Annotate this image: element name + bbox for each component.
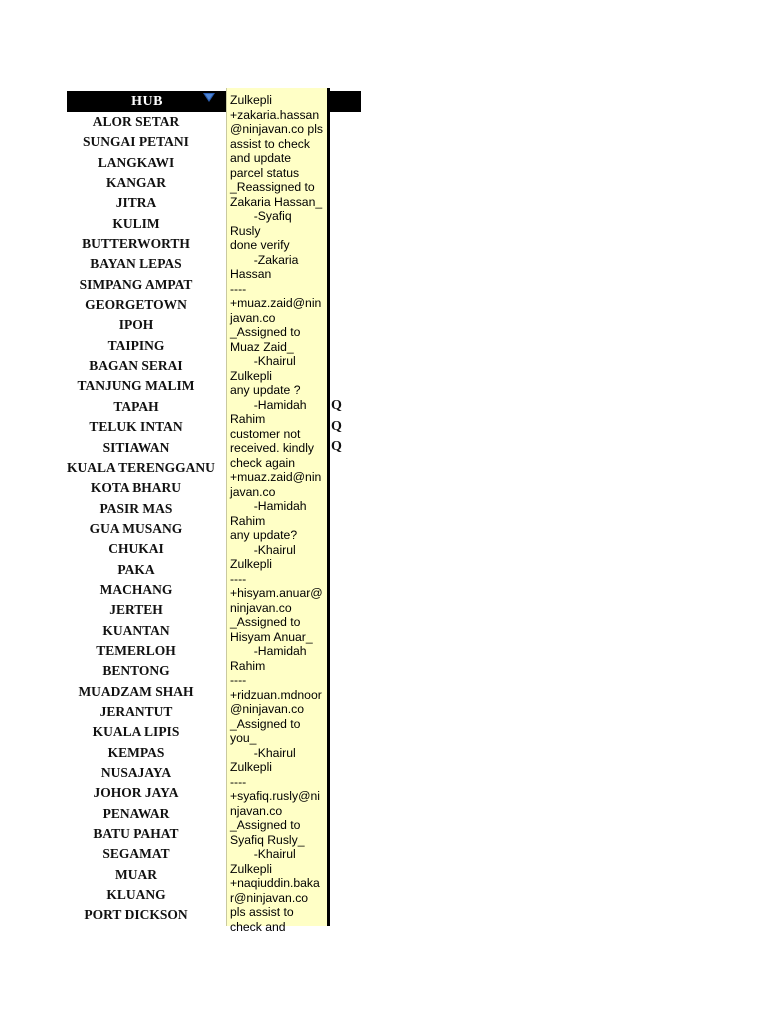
hub-cell[interactable]: KLUANG [106,887,166,903]
hub-cell[interactable]: KOTA BHARU [90,480,182,496]
hub-cell[interactable]: GUA MUSANG [89,520,183,536]
comment-line: +zakaria.hassan [230,107,320,122]
comment-line: -Syafiq [230,209,292,223]
comment-line: r@ninjavan.co [230,890,309,905]
hub-cell[interactable]: TAPAH [113,398,159,414]
hub-cell[interactable]: JERANTUT [99,703,173,719]
comment-line: ninjavan.co [230,600,292,615]
comment-line: _Assigned to [230,325,301,339]
hub-cell[interactable]: SEGAMAT [102,846,170,862]
comment-line: Zulkepli [230,557,272,571]
comment-line: @ninjavan.co pls [230,122,323,136]
comment-line: done verify [230,238,290,252]
comment-line: +syafiq.rusly@ni [230,789,320,803]
comment-line: _Assigned to [230,818,301,832]
hub-cell[interactable]: KUALA TERENGGANU [67,459,215,475]
comment-line: -Hamidah [230,397,307,412]
comment-line: assist to check [230,136,310,151]
comment-line: check and [230,919,286,934]
comment-line: +hisyam.anuar@ [230,586,323,600]
hub-cell[interactable]: PENAWAR [102,805,170,821]
hub-cell[interactable]: KUANTAN [102,622,170,638]
hub-cell[interactable]: JOHOR JAYA [93,785,179,801]
filter-dropdown-icon[interactable] [202,92,216,104]
comment-line: Rusly [230,223,261,238]
comment-line: _Reassigned to [230,180,315,194]
hub-cell[interactable]: PASIR MAS [99,500,173,516]
hub-column-header[interactable]: HUB [67,91,227,112]
hub-cell[interactable]: BAGAN SERAI [89,358,183,374]
hub-cell[interactable]: KANGAR [106,175,166,191]
cell-comment-box[interactable] [226,88,328,934]
comment-line: @ninjavan.co [230,702,305,716]
comment-line: njavan.co [230,803,283,818]
hub-cell[interactable]: IPOH [118,317,154,333]
comment-line: -Khairul [230,847,296,861]
comment-line: +muaz.zaid@nin [230,470,322,484]
hub-cell[interactable]: NUSAJAYA [100,765,172,780]
hub-cell[interactable]: TANJUNG MALIM [77,378,195,394]
comment-line: -Khairul [230,745,296,760]
comment-line: +muaz.zaid@nin [230,296,322,310]
comment-line: pls assist to [230,905,294,919]
hub-cell[interactable]: LANGKAWI [97,154,175,170]
hub-cell[interactable]: KULIM [112,215,160,231]
hub-cell[interactable]: PORT DICKSON [84,907,188,923]
comment-line: Rahim [230,412,266,426]
comment-line: Zulkepli [230,93,272,107]
hub-cell[interactable]: SUNGAI PETANI [83,134,189,150]
hub-cell[interactable]: PAKA [117,561,155,577]
comment-line: -Zakaria [230,252,299,267]
hub-cell[interactable]: MACHANG [99,581,173,597]
comment-line: ---- [230,673,247,687]
hub-cell[interactable]: MUAR [115,866,157,882]
comment-line: received. kindly [230,441,314,455]
hub-cell[interactable]: TAIPING [107,337,165,353]
hub-cell[interactable]: BAYAN LEPAS [90,256,182,272]
comment-line: Syafiq Rusly_ [230,832,305,847]
comment-text [230,93,323,934]
hub-cell[interactable]: SITIAWAN [102,439,170,455]
hub-cell[interactable]: KEMPAS [107,744,165,760]
comment-line: and update [230,151,291,165]
hub-list [67,112,215,926]
hub-cell[interactable]: MUADZAM SHAH [78,683,194,699]
hub-cell[interactable]: TEMERLOH [96,642,176,658]
comment-line: +naqiuddin.baka [230,876,320,890]
hub-cell[interactable]: ALOR SETAR [92,114,180,129]
hub-cell[interactable]: CHUKAI [108,541,164,557]
comment-line: +ridzuan.mdnoor [230,687,322,702]
comment-line: any update ? [230,383,301,397]
comment-line: Zulkepli [230,368,272,383]
comment-line: -Khairul [230,542,296,557]
comment-line: -Hamidah [230,499,307,513]
comment-line: check again [230,455,296,470]
comment-line: _Assigned to [230,615,301,629]
hub-cell[interactable]: BATU PAHAT [93,826,179,842]
truncated-cell-text[interactable]: Q [331,419,342,434]
comment-line: ---- [230,571,247,586]
comment-line: Rahim [230,658,266,673]
comment-line: -Khairul [230,354,296,368]
comment-line: Muaz Zaid_ [230,339,294,354]
comment-line: ---- [230,774,247,789]
hub-cell[interactable]: BENTONG [102,663,170,679]
comment-line: Hassan [230,267,272,281]
hub-cell[interactable]: GEORGETOWN [85,297,187,313]
comment-box-shadow-border [327,88,330,926]
hub-cell[interactable]: TELUK INTAN [89,419,183,435]
comment-line: javan.co [230,484,276,499]
comment-line: Hisyam Anuar_ [230,629,313,644]
comment-line: you_ [230,731,257,745]
comment-line: _Assigned to [230,716,301,731]
hub-cell[interactable]: BUTTERWORTH [82,236,190,252]
truncated-cell-text[interactable]: Q [331,439,342,454]
comment-line: -Hamidah [230,644,307,658]
comment-line: ---- [230,281,247,296]
comment-line: Zulkepli [230,861,272,876]
comment-line: any update? [230,528,298,542]
comment-line: customer not [230,426,301,441]
hub-cell[interactable]: KUALA LIPIS [92,724,180,740]
hub-cell[interactable]: JERTEH [109,602,163,618]
comment-line: Rahim [230,513,266,528]
comment-line: Zulkepli [230,760,272,774]
hub-cell[interactable]: SIMPANG AMPAT [79,276,193,292]
hub-cell[interactable]: JITRA [115,195,157,211]
truncated-cell-text[interactable]: Q [331,398,342,413]
comment-line: parcel status [230,165,300,180]
next-column-header[interactable] [329,91,361,112]
comment-line: javan.co [230,310,276,325]
comment-line: Zakaria Hassan_ [230,194,323,209]
